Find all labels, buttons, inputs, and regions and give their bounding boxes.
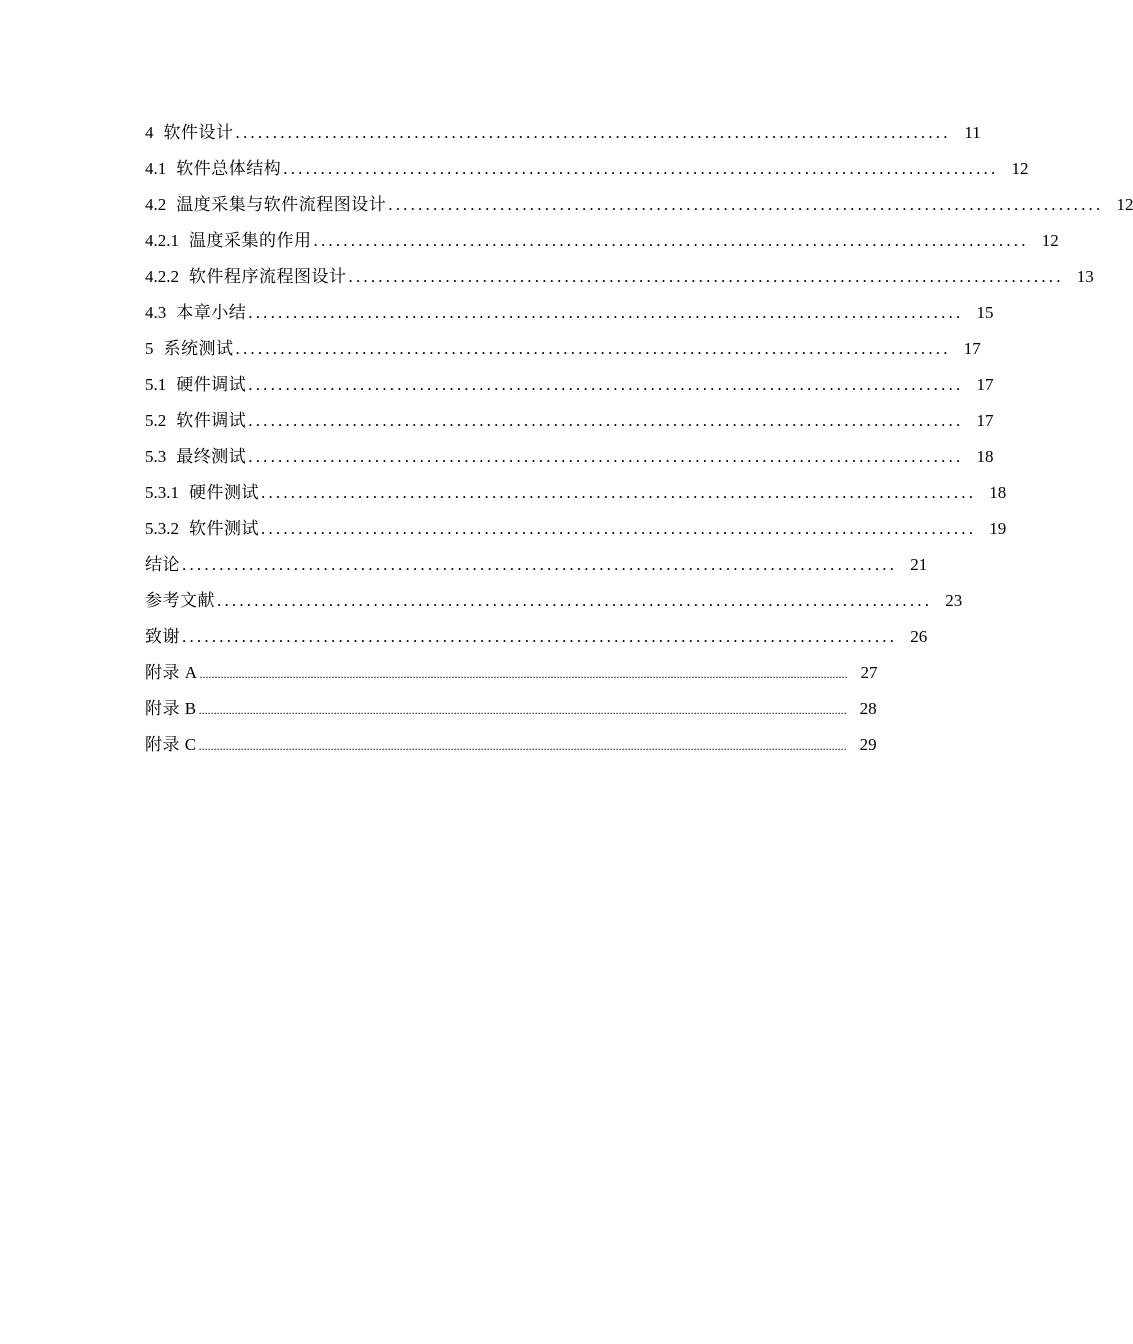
toc-entry-page: 15 (976, 303, 994, 322)
toc-dot-leader: ................................................................................................ (248, 303, 964, 322)
toc-entry[interactable] (145, 587, 963, 623)
toc-entry[interactable] (145, 191, 1133, 227)
toc-entry[interactable] (145, 263, 1094, 299)
toc-entry[interactable] (145, 155, 1029, 191)
toc-entry-page: 12 (1041, 231, 1059, 250)
toc-entry[interactable] (145, 515, 1007, 551)
toc-dot-leader: ................................................................................................ (261, 483, 977, 502)
toc-dot-leader: ................................................................................................ (388, 195, 1104, 214)
toc-dot-leader: ................................................................................................ (217, 591, 933, 610)
toc-entry-page: 28 (859, 699, 877, 718)
toc-entry-page: 27 (860, 663, 878, 682)
toc-entry-number: 5.1 (145, 375, 167, 394)
toc-entry-page: 12 (1116, 195, 1133, 214)
toc-entry-page: 12 (1011, 159, 1029, 178)
toc-dot-leader: ................................................................................................ (248, 375, 964, 394)
toc-dot-leader: ................................................................................................ (283, 159, 999, 178)
toc-entry-page: 11 (964, 123, 981, 142)
toc-entry-page: 23 (945, 591, 963, 610)
toc-entry-page: 18 (989, 483, 1007, 502)
toc-entry-number: 4 (145, 123, 154, 142)
toc-entry[interactable] (145, 299, 994, 335)
toc-entry[interactable] (145, 551, 928, 587)
toc-entry-number: 4.2.2 (145, 267, 179, 286)
toc-entry-title: 硬件测试 (189, 483, 259, 502)
toc-entry-page: 13 (1076, 267, 1094, 286)
toc-entry-page: 26 (910, 627, 928, 646)
toc-entry[interactable] (145, 659, 878, 695)
toc-entry-number: 5 (145, 339, 154, 358)
toc-entry-page: 19 (989, 519, 1007, 538)
toc-entry[interactable] (145, 623, 928, 659)
toc-entry-page: 18 (976, 447, 994, 466)
toc-dot-leader: ................................................................................................ (261, 519, 977, 538)
toc-entry[interactable] (145, 407, 994, 443)
toc-dot-leader: ................................................................................................ (182, 555, 898, 574)
toc-entry-page: 21 (910, 555, 928, 574)
toc-entry-page: 29 (859, 735, 877, 754)
toc-entry-title: 软件总体结构 (176, 159, 282, 178)
toc-entry-title: 参考文献 (145, 591, 215, 610)
toc-entry[interactable] (145, 695, 877, 731)
toc-entry[interactable] (145, 119, 981, 155)
toc-entry[interactable] (145, 371, 994, 407)
toc-entry-title: 软件调试 (176, 411, 247, 430)
toc-entry-number: 5.2 (145, 411, 167, 430)
toc-entry-title: 系统测试 (163, 339, 234, 358)
toc-entry-number: 5.3 (145, 447, 167, 466)
toc-dot-leader: ................................................................................................ (182, 627, 898, 646)
toc-entry-title: 软件测试 (189, 519, 259, 538)
toc-entry-title: 温度采集的作用 (189, 231, 312, 250)
toc-entry-page: 17 (976, 375, 994, 394)
toc-entry-title: 结论 (145, 555, 180, 574)
toc-dot-leader: ................................................................................................ (235, 123, 951, 142)
toc-entry-number: 5.3.1 (145, 483, 179, 502)
toc-entry-title: 附录 C (145, 735, 197, 754)
toc-entry-number: 4.3 (145, 303, 167, 322)
toc-dot-leader: ........................................................................................................................................................................................................................ (199, 667, 848, 681)
toc-entry-title: 附录 A (145, 663, 198, 682)
toc-entry[interactable] (145, 731, 877, 767)
toc-dot-leader: ................................................................................................ (348, 267, 1064, 286)
toc-entry-title: 附录 B (145, 699, 197, 718)
toc-entry-title: 硬件调试 (176, 375, 247, 394)
toc-entry-page: 17 (976, 411, 994, 430)
toc-entry-title: 最终测试 (176, 447, 247, 466)
toc-entry-title: 软件程序流程图设计 (189, 267, 347, 286)
toc-entry-number: 4.2 (145, 195, 167, 214)
toc-entry-page: 17 (963, 339, 981, 358)
toc-dot-leader: ........................................................................................................................................................................................................................ (198, 703, 847, 717)
toc-entry-title: 软件设计 (163, 123, 234, 142)
toc-entry-number: 4.1 (145, 159, 167, 178)
toc-entry-number: 5.3.2 (145, 519, 179, 538)
toc-dot-leader: ................................................................................................ (248, 411, 964, 430)
toc-entry-title: 致谢 (145, 627, 180, 646)
toc-dot-leader: ................................................................................................ (313, 231, 1029, 250)
table-of-contents (145, 119, 1133, 767)
toc-dot-leader: ................................................................................................ (235, 339, 951, 358)
toc-entry-title: 本章小结 (176, 303, 247, 322)
toc-entry[interactable] (145, 443, 994, 479)
toc-entry[interactable] (145, 479, 1007, 515)
toc-entry-number: 4.2.1 (145, 231, 179, 250)
toc-entry[interactable] (145, 335, 981, 371)
toc-dot-leader: ................................................................................................ (248, 447, 964, 466)
toc-entry-title: 温度采集与软件流程图设计 (176, 195, 387, 214)
toc-entry[interactable] (145, 227, 1059, 263)
toc-dot-leader: ........................................................................................................................................................................................................................ (198, 739, 847, 753)
